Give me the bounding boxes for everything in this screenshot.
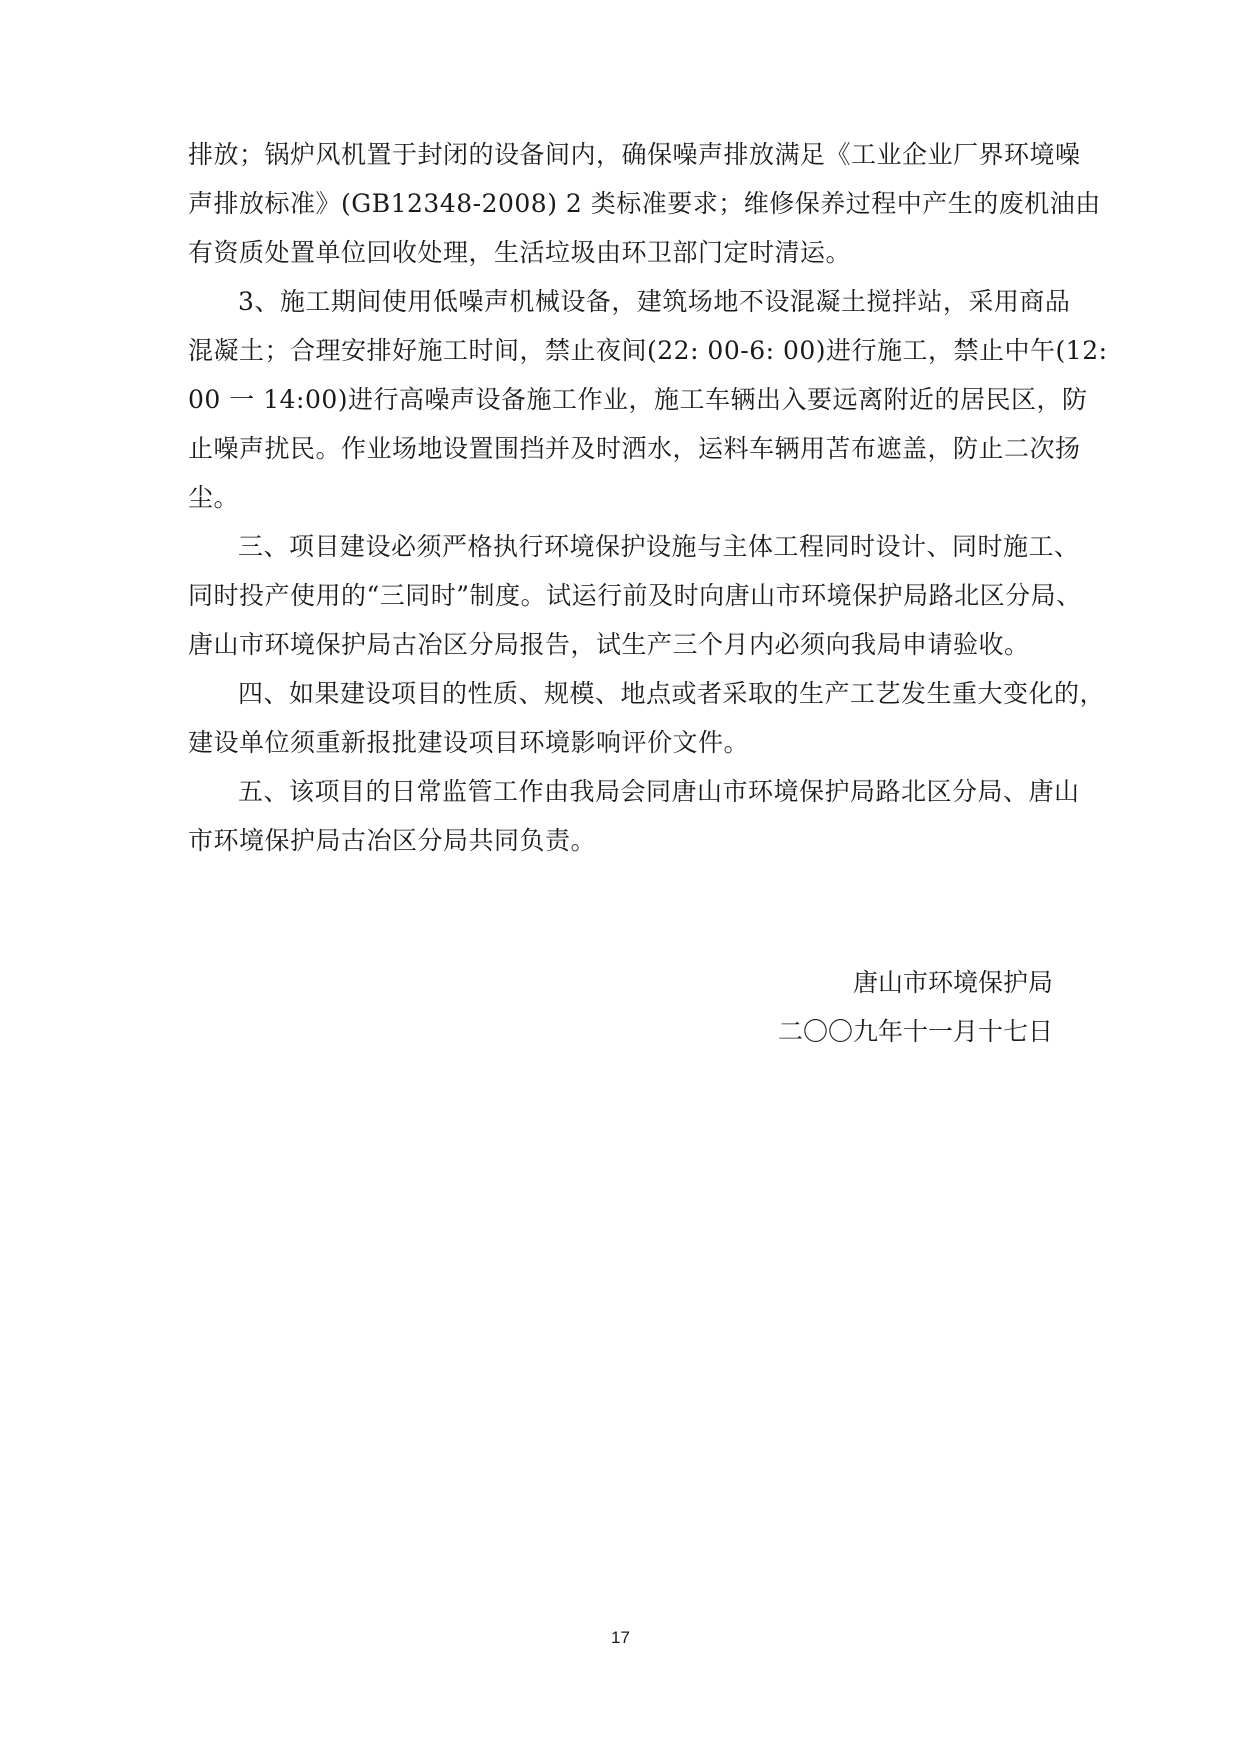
body-line: 四、如果建设项目的性质、规模、地点或者采取的生产工艺发生重大变化的，: [238, 679, 1106, 708]
body-line: 止噪声扰民。作业场地设置围挡并及时洒水，运料车辆用苫布遮盖，防止二次扬: [188, 434, 1081, 463]
body-line: 排放；锅炉风机置于封闭的设备间内，确保噪声排放满足《工业企业厂界环境噪: [188, 140, 1081, 169]
body-line: 五、该项目的日常监管工作由我局会同唐山市环境保护局路北区分局、唐山: [238, 777, 1080, 806]
page-number: 17: [611, 1628, 630, 1647]
issue-date: 二〇〇九年十一月十七日: [777, 1017, 1053, 1046]
body-line: 同时投产使用的“三同时”制度。试运行前及时向唐山市环境保护局路北区分局、: [188, 581, 1082, 610]
body-line: 00 一 14:00)进行高噪声设备施工作业，施工车辆出入要远离附近的居民区，防: [188, 385, 1088, 414]
body-line: 混凝土；合理安排好施工时间，禁止夜间(22: 00-6: 00)进行施工，禁止中午(12:: [188, 336, 1108, 365]
body-line: 建设单位须重新报批建设项目环境影响评价文件。: [188, 728, 750, 757]
body-line: 唐山市环境保护局古冶区分局报告，试生产三个月内必须向我局申请验收。: [188, 630, 1030, 659]
body-line: 三、项目建设必须严格执行环境保护设施与主体工程同时设计、同时施工、: [238, 532, 1080, 561]
body-line: 3、施工期间使用低噪声机械设备，建筑场地不设混凝土搅拌站，采用商品: [238, 287, 1071, 316]
issuer-signature: 唐山市环境保护局: [852, 968, 1053, 997]
body-line: 声排放标准》(GB12348-2008) 2 类标准要求；维修保养过程中产生的废机油由: [188, 189, 1101, 218]
body-line: 市环境保护局古冶区分局共同负责。: [188, 826, 597, 855]
body-line: 尘。: [188, 483, 240, 512]
body-line: 有资质处置单位回收处理，生活垃圾由环卫部门定时清运。: [188, 238, 852, 267]
